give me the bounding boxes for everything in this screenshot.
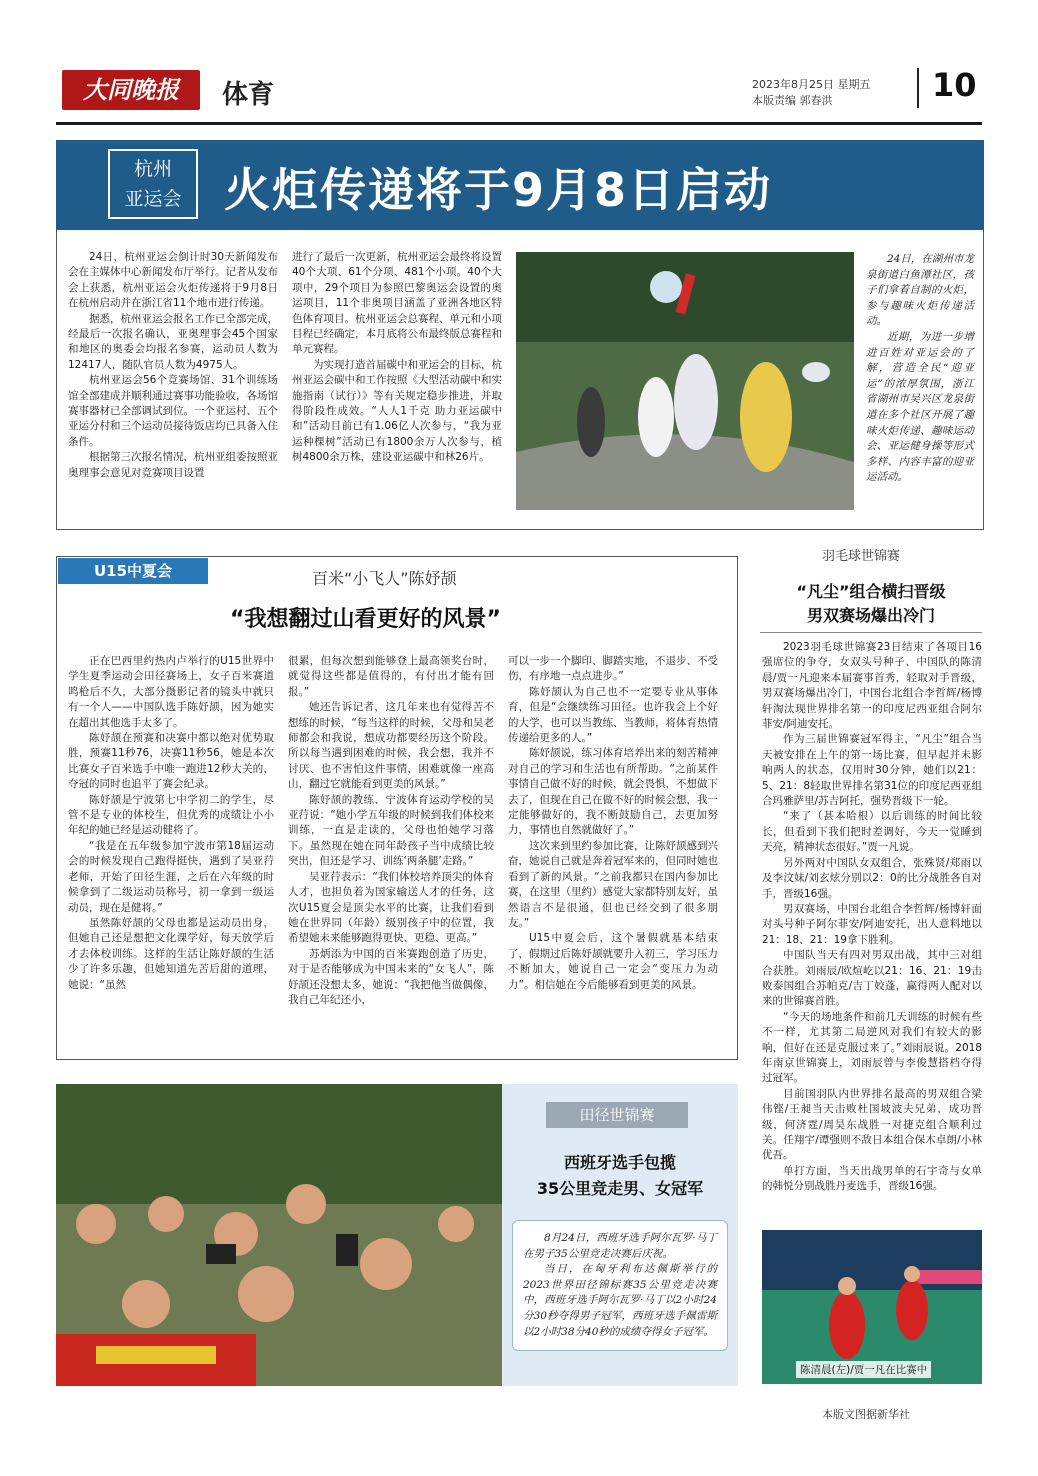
issue-date: 2023年8月25日 星期五 bbox=[752, 78, 871, 91]
paragraph: 很累，但每次想到能够登上最高领奖台时，就觉得这些都是值得的，有付出才能有回报。” bbox=[288, 655, 494, 698]
badminton-caption bbox=[796, 1361, 931, 1378]
u15-col2 bbox=[288, 654, 494, 1008]
newspaper-logo bbox=[62, 70, 200, 110]
paragraph: 据悉，杭州亚运会报名工作已全部完成，经最后一次报名确认，亚奥理事会45个国家和地区的奥委会均报名参赛，运动员人数为12417人，随队官员人数为4975人。 bbox=[68, 312, 278, 371]
paragraph: 当日，在匈牙利布达佩斯举行的2023世界田径锦标赛35公里竞走决赛中，西班牙选手阿尔瓦罗·马丁以2小时24分30秒夺得男子冠军，西班牙选手佩雷斯以2小时38分40秒的成绩夺得女子冠军。 bbox=[523, 1263, 717, 1338]
paragraph: 正在巴西里约热内卢举行的U15世界中学生夏季运动会田径赛场上，女子百米赛道鸣枪后不久，大部分摄影记者的镜头中就只有一个人——中国队选手陈妤颉，因为她实在超出其他选手太多了。 bbox=[68, 655, 274, 729]
athletics-tag bbox=[546, 1102, 688, 1128]
masthead bbox=[62, 64, 982, 120]
athletics-text bbox=[512, 1220, 728, 1351]
paragraph: 可以一步一个脚印、脚踏实地，不退步、不受伤，有序地一点点进步。” bbox=[508, 655, 718, 683]
badminton-title bbox=[760, 580, 982, 628]
u15-tag bbox=[58, 558, 208, 584]
paragraph: 目前国羽队内世界排名最高的男双组合梁伟铿/王昶当天击败杜国坡波夫兄弟，成功晋级，何济霆/周昊东战胜一对捷克组合顺利过关。任翔宇/谭强则不敌日本组合保木卓朗/小林优吾。 bbox=[762, 1087, 982, 1162]
paragraph: 这次来到里约参加比赛，让陈妤颉感到兴奋，她说自己就是奔着冠军来的，但同时她也看到了新的风景。“之前我都只在国内参加比赛，在这里（里约）感觉大家都特别友好，虽然语言不是很通，但也已经交到了很多朋友。” bbox=[508, 839, 718, 929]
athletics-title bbox=[502, 1150, 738, 1202]
header-rule bbox=[56, 122, 982, 125]
torch-relay-photo bbox=[516, 252, 854, 510]
badminton-rule bbox=[760, 632, 982, 633]
paragraph: 男双赛场，中国台北组合李哲辉/杨博轩面对头号种子阿尔菲安/阿迪安托，出人意料地以21：18、21：19拿下胜利。 bbox=[762, 902, 982, 946]
banner-tag-line2: 亚运会 bbox=[124, 188, 182, 210]
paragraph: 陈妤颉是宁波第七中学初二的学生，尽管不是专业的体校生，但优秀的成绩让小小年纪的她已经是运动健将了。 bbox=[68, 793, 274, 837]
torch-relay-image bbox=[516, 252, 854, 510]
paragraph: 陈妤颉在预赛和决赛中都以绝对优势取胜，预赛11秒76，决赛11秒56，她是本次比赛女子百米选手中唯一跑进12秒大关的，夺冠的同时也追平了赛会纪录。 bbox=[68, 732, 274, 791]
paragraph: 8月24日，西班牙选手阿尔瓦罗·马丁在男子35公里竞走决赛后庆祝。 bbox=[523, 1232, 717, 1260]
badminton-kicker: 羽毛球世锦赛 bbox=[822, 549, 901, 564]
paragraph: 吴亚荇表示：“我们体校培养顶尖的体育人才，也担负着为国家输送人才的任务，这次U15夏会是顶尖水平的比赛，让我们看到她在世界同（年龄）级别孩子中的位置，我希望她未来能够跑得更快、更稳、更高。” bbox=[288, 870, 494, 945]
u15-col3 bbox=[508, 654, 718, 993]
paragraph: 作为三届世锦赛冠军得主，“凡尘”组合当天被安排在上午的第一场比赛，但早起并未影响两人的状态，仅用时30分钟，她们以21：5、21：8轻取世界排名第31位的印度尼西亚组合玛雅萨里/苏吉阿托，强势晋级下一轮。 bbox=[762, 733, 982, 808]
logo-text: 大同晚报 bbox=[83, 75, 179, 104]
paragraph: 她还告诉记者，这几年来也有觉得苦不想练的时候，“每当这样的时候，父母和吴老师都会和我说，想成功都要经历这个阶段。所以每当遇到困难的时候，我会想，我并不讨厌、也不害怕这件事情，困难就像一座高山，翻过它就能看到更美的风景。” bbox=[288, 701, 494, 791]
crowd-image bbox=[56, 1084, 502, 1386]
paragraph: 陈妤颉认为自己也不一定要专业从事体育，但是“会继续练习田径。也许我会上个好的大学，也可以当教练、当教师，将体育热情传递给更多的人。” bbox=[508, 685, 718, 745]
torch-col2 bbox=[292, 250, 502, 466]
paragraph: 虽然陈妤颉的父母也都是运动员出身，但她自己还是想把文化课学好，每天放学后才去体校训练。这样的生活让陈妤颉的生活少了许多乐趣，但她知道先苦后甜的道理，她说：“虽然 bbox=[68, 916, 274, 991]
page-editor: 本版责编 郭春洪 bbox=[752, 94, 833, 107]
paragraph: 进行了最后一次更新，杭州亚运会最终将设置40个大项、61个分项、481个小项。40个大项中，29个项目为参照巴黎奥运会设置的奥运项目，11个非奥项目涵盖了亚洲各地区特色体育项目。杭州亚运会总赛程、单元和小项目程已经确定，本月底将公布最终版总赛程和单元赛程。 bbox=[292, 251, 502, 356]
u15-tag-text: U15中夏会 bbox=[93, 562, 173, 580]
paragraph: 单打方面，当天出战男单的石宇奇与女单的韩悦分别战胜丹麦选手，晋级16强。 bbox=[762, 1164, 982, 1193]
torch-banner bbox=[56, 140, 984, 230]
paragraph: 根据第三次报名情况，杭州亚组委按照亚奥理事会意见对竞赛项目设置 bbox=[68, 451, 278, 479]
banner-title: 火炬传递将于9月8日启动 bbox=[224, 163, 773, 217]
paragraph: “来了（甚本哈根）以后训练的时间比较长，但看到下我们把时差调好，今天一觉睡到天亮，精神状态很好。”贾一凡说。 bbox=[762, 810, 982, 854]
paragraph: 24日，杭州亚运会倒计时30天新闻发布会在主媒体中心新闻发布厅举行。记者从发布会上获悉，杭州亚运会火炬传递将于9月8日在杭州启动并在浙江省11个地市进行传递。 bbox=[68, 251, 278, 310]
paragraph: 为实现打造首届碳中和亚运会的目标，杭州亚运会碳中和工作按照《大型活动碳中和实施指南（试行）》等有关规定稳步推进，并取得阶段性成效。“人人1千克 助力亚运碳中和”活动目前已有1.06亿人次参与，“我为亚运种棵树”活动已有1800余万人次参与，植树4800余万株，建设亚运碳中和林26片。 bbox=[292, 358, 502, 464]
paragraph: “我是在五年级参加宁波市第18届运动会的时候发现自己跑得挺快，遇到了吴亚荇老师，开始了田径生涯，之后在六年级的时候拿到了二级运动员称号，初一拿到一级运动员，现在是健将。” bbox=[68, 839, 274, 914]
athletics-title-line2: 35公里竞走男、女冠军 bbox=[536, 1179, 704, 1198]
badminton-caption-text: 陈清晨(左)/贾一凡在比赛中 bbox=[800, 1364, 928, 1376]
u15-subtitle: 百米“小飞人”陈妤颉 bbox=[312, 569, 457, 588]
paragraph: 中国队当天有四对男双出战，其中三对组合获胜。刘雨辰/欧煊屹以21：16、21：19击败泰国组合苏帕克/吉丁姣蓬，赢得两人配对以来的世锦赛首胜。 bbox=[762, 949, 982, 1008]
caption-paragraph: 近期，为进一步增进百姓对亚运会的了解，营造全民“迎亚运”的浓厚氛围，浙江省湖州市吴兴区龙泉街道在多个社区开展了趣味火炬传递、趣味运动会、亚运健身操等形式多样、内容丰富的迎亚运活动。 bbox=[866, 330, 974, 484]
badminton-title-line2: 男双赛场爆出冷门 bbox=[806, 606, 935, 625]
badminton-body bbox=[762, 640, 982, 1195]
paragraph: 苏炳添为中国的百米赛跑创造了历史，对于是否能够成为中国未来的“女飞人”，陈妤颉还没想太多，她说：“我把他当做偶像，我自己年纪还小， bbox=[288, 947, 494, 1006]
header-divider bbox=[917, 68, 919, 108]
athletics-title-line1: 西班牙选手包揽 bbox=[563, 1153, 676, 1172]
badminton-title-line1: “凡尘”组合横扫晋级 bbox=[796, 582, 946, 601]
caption-paragraph: 24日，在湖州市龙泉街道白鱼潭社区，孩子们拿着自制的火炬，参与趣味火炬传递活动。 bbox=[866, 253, 974, 328]
athletics-tag-text: 田径世锦赛 bbox=[579, 1106, 655, 1124]
paragraph: U15中夏会后，这个暑假就基本结束了，假期过后陈妤颉就要升入初三，学习压力不断加大，她说自己一定会“变压力为动力”。相信她在今后能够看到更美的风景。 bbox=[508, 932, 718, 991]
badminton-photo bbox=[762, 1230, 982, 1384]
torch-col1 bbox=[68, 250, 278, 481]
torch-caption bbox=[866, 252, 974, 486]
u15-title: “我想翻过山看更好的风景” bbox=[230, 607, 501, 632]
paragraph: “今天的场地条件和前几天训练的时候有些不一样，尤其第二局逆风对我们有较大的影响，但好在还是克服过来了。”刘雨辰说。2018年南京世锦赛上，刘雨辰曾与李俊慧搭档夺得过冠军。 bbox=[762, 1010, 982, 1085]
section-name: 体育 bbox=[222, 80, 275, 110]
banner-tag-line1: 杭州 bbox=[133, 158, 172, 180]
paragraph: 陈妤颉说，练习体育培养出来的刻苦精神对自己的学习和生活也有所帮助。“之前某件事情自己做不好的时候，就会畏惧，不想做下去了，但现在自己在做不好的时候会想，我一定能够做好的，我不断鼓励自己，去更加努力，事情也自然就做好了。” bbox=[508, 747, 718, 837]
paragraph: 杭州亚运会56个竞赛场馆、31个训练场馆全部建成并顺利通过赛事功能验收，各场馆赛事器材已全部调试到位。一个亚运村、五个亚运分村和三个运动员接待饭店均已具备入住条件。 bbox=[68, 374, 278, 448]
athletics-crowd-photo bbox=[56, 1084, 502, 1386]
paragraph: 另外两对中国队女双组合，张殊贤/郑雨以及李汶妹/刘玄炫分别以2：0的比分战胜各自对手，晋级16强。 bbox=[762, 856, 982, 900]
photo-credit: 本版文图据新华社 bbox=[822, 1408, 910, 1421]
paragraph: 陈妤颉的教练、宁波体育运动学校的吴亚荇说：“她小学五年级的时候到我们体校来训练，一直是走读的，父母也怕她学习落下。虽然现在她在同年龄孩子当中成绩比较突出，但还是学习、训练‘两条腿’走路。” bbox=[288, 793, 494, 868]
banner-tag bbox=[108, 149, 198, 219]
page-number: 10 bbox=[932, 66, 977, 104]
paragraph: 2023羽毛球世锦赛23日结束了各项目16强席位的争夺，女双头号种子、中国队的陈清晨/贾一凡迎来本届赛事首秀，轻取对手晋级，男双赛场爆出冷门，中国台北组合李哲辉/杨博轩淘汰现世界排名第一的印度尼西亚组合阿尔菲安/阿迪安托。 bbox=[762, 641, 982, 731]
u15-col1 bbox=[68, 654, 274, 993]
